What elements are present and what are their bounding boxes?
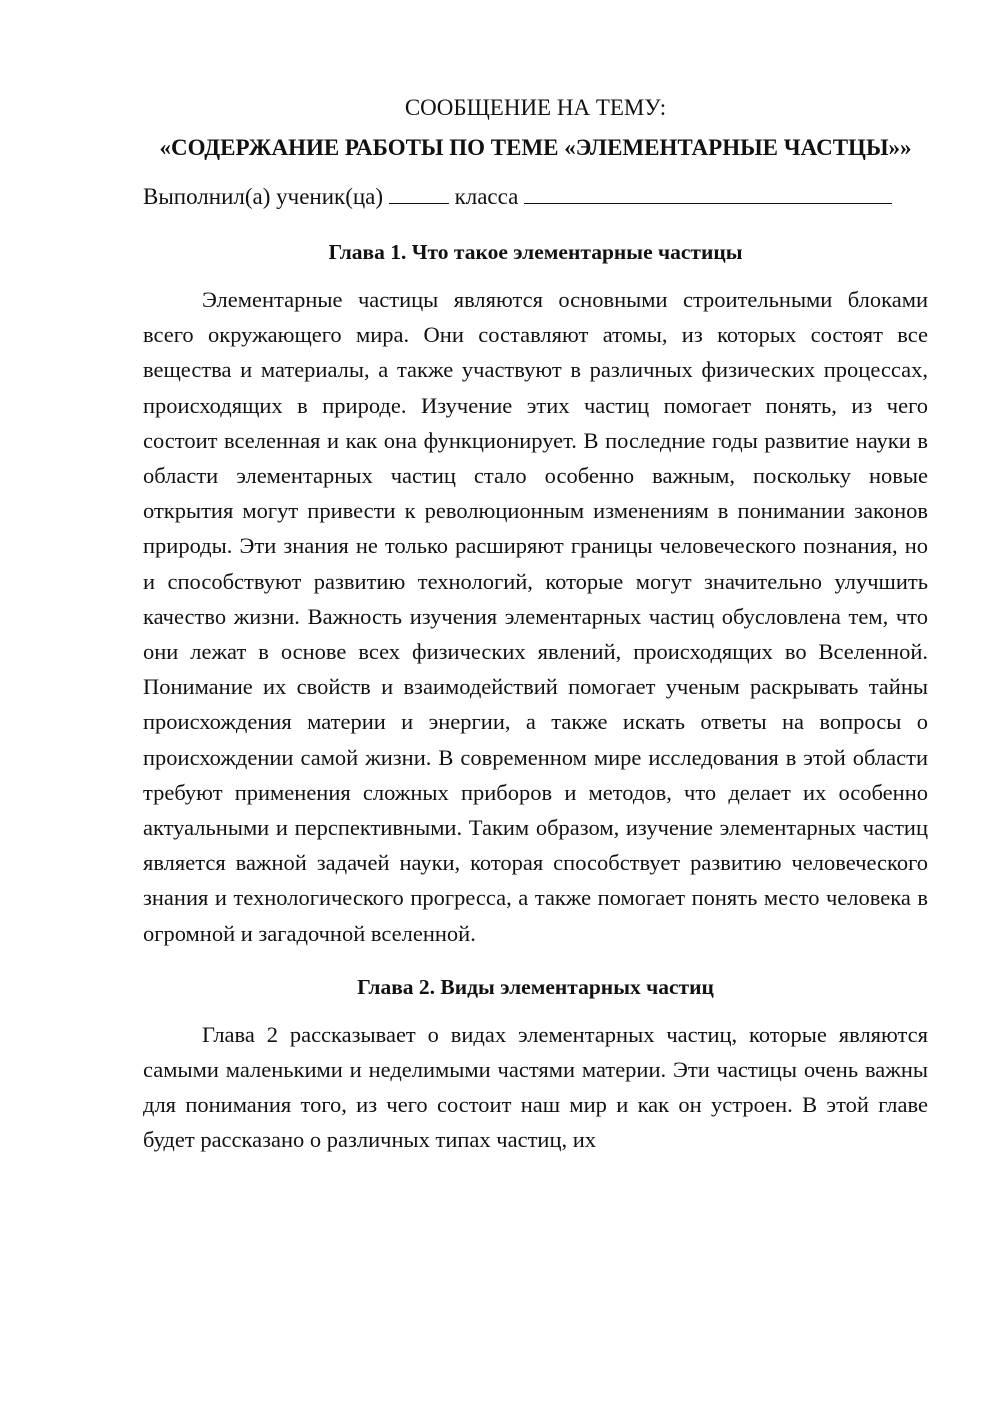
document-page [143,88,928,1158]
author-prefix: Выполнил(а) ученик(ца) [143,184,384,209]
chapter-1-heading: Глава 1. Что такое элементарные частицы [328,240,743,264]
chapter-2-heading: Глава 2. Виды элементарных частиц [357,974,714,999]
document-title-main: «СОДЕРЖАНИЕ РАБОТЫ ПО ТЕМЕ «ЭЛЕМЕНТАРНЫЕ ЧАСТЦЫ»» [159,135,912,160]
grade-blank [389,183,449,204]
document-title-line1: СООБЩЕНИЕ НА ТЕМУ: [404,95,667,120]
chapter-1-text: Элементарные частицы являются основными строительными блоками всего окружающего мира. Они составляют атомы, из которых состоят все вещества и материалы, а также участвуют в различных физических процессах, происходящих в природе. Изучение этих частиц помогает понять, из чего состоит вселенная и как она функционирует. В последние годы развитие науки в области элементарных частиц стало особенно важным, поскольку новые открытия могут привести к революционным изменениям в понимании законов природы. Эти знания не только расширяют границы человеческого познания, но и способствуют развитию технологий, которые могут значительно улучшить качество жизни. Важность изучения элементарных частиц обусловлена тем, что они лежат в основе всех физических явлений, происходящих во Вселенной. Понимание их свойств и взаимодействий помогает ученым раскрывать тайны происхождения материи и энергии, а также искать ответы на вопросы о происхождении самой жизни. В современном мире исследования в этой области требуют применения сложных приборов и методов, что делает их особенно актуальными и перспективными. Таким образом, изучение элементарных частиц является важной задачей науки, которая способствует развитию человеческого знания и технологического прогресса, а также помогает понять место человека в огромной и загадочной вселенной. [143,287,928,946]
author-middle: класса [454,184,519,209]
author-line [143,178,928,216]
chapter-2-text: Глава 2 рассказывает о видах элементарных частиц, которые являются самыми маленькими и неделимыми частями материи. Эти частицы очень важны для понимания того, из чего состоит наш мир и как он устроен. В этой главе будет рассказано о различных типах частиц, их [143,1021,928,1153]
name-blank [524,183,892,204]
